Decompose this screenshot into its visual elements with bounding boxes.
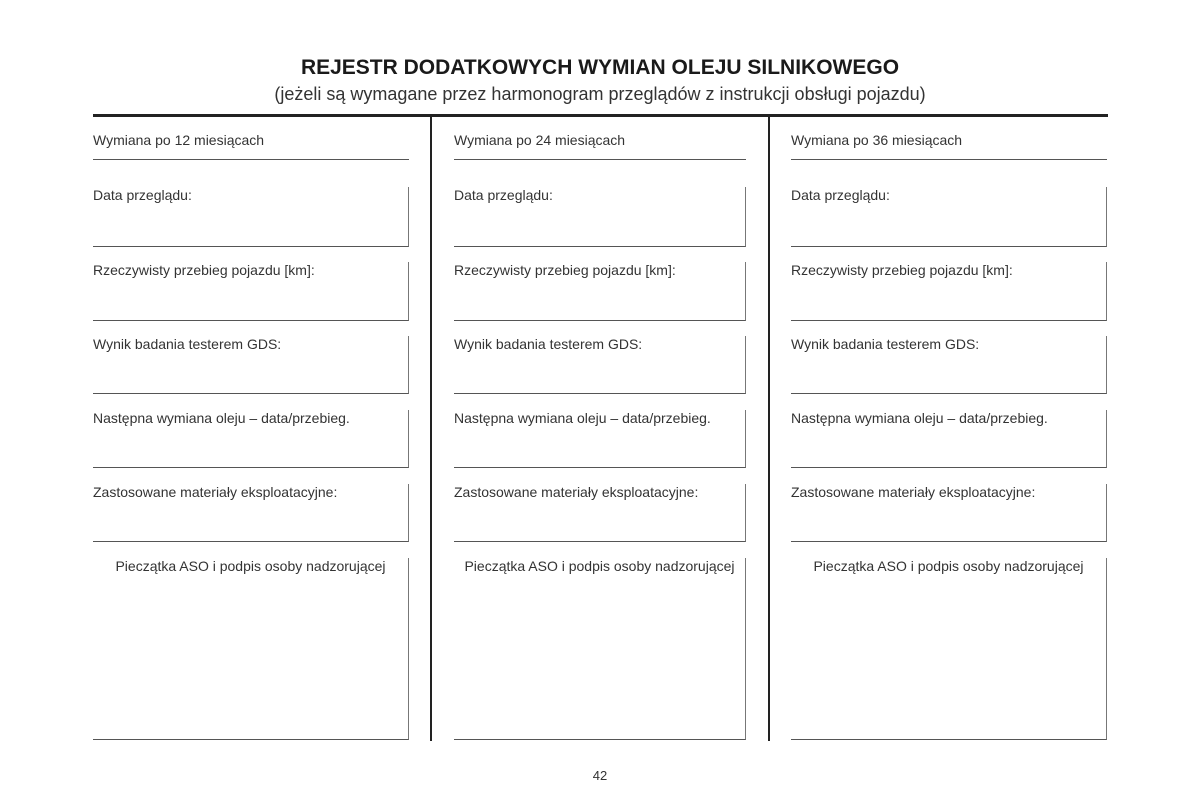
field-box[interactable] xyxy=(791,187,1107,247)
field-box[interactable] xyxy=(93,262,409,321)
stamp-box[interactable] xyxy=(93,558,409,740)
column-header: Wymiana po 12 miesiącach xyxy=(93,132,265,148)
field-box[interactable] xyxy=(791,336,1107,394)
stamp-box[interactable] xyxy=(454,558,746,740)
field-box[interactable] xyxy=(93,484,409,542)
field-box[interactable] xyxy=(93,187,409,247)
field-box[interactable] xyxy=(454,262,746,321)
page-subtitle: (jeżeli są wymagane przez harmonogram przeglądów z instrukcji obsługi pojazdu) xyxy=(274,84,926,104)
field-box[interactable] xyxy=(93,410,409,468)
column-1 xyxy=(93,116,409,746)
page-number: 42 xyxy=(592,768,608,783)
field-label: Zastosowane materiały eksploatacyjne: xyxy=(454,484,699,500)
field-label: Następna wymiana oleju – data/przebieg. xyxy=(454,410,711,426)
stamp-label: Pieczątka ASO i podpis osoby nadzorującej xyxy=(115,558,386,574)
field-label: Zastosowane materiały eksploatacyjne: xyxy=(791,484,1036,500)
header-line xyxy=(454,159,746,160)
field-box[interactable] xyxy=(454,410,746,468)
field-label: Data przeglądu: xyxy=(93,187,192,203)
field-label: Wynik badania testerem GDS: xyxy=(791,336,980,352)
column-header: Wymiana po 24 miesiącach xyxy=(454,132,626,148)
column-3 xyxy=(791,116,1107,746)
column-header: Wymiana po 36 miesiącach xyxy=(791,132,963,148)
field-box[interactable] xyxy=(791,262,1107,321)
stamp-label: Pieczątka ASO i podpis osoby nadzorującej xyxy=(813,558,1084,574)
header-line xyxy=(93,159,409,160)
column-divider xyxy=(768,116,770,741)
field-label: Następna wymiana oleju – data/przebieg. xyxy=(93,410,350,426)
field-label: Rzeczywisty przebieg pojazdu [km]: xyxy=(93,262,315,278)
field-box[interactable] xyxy=(454,484,746,542)
field-label: Wynik badania testerem GDS: xyxy=(93,336,282,352)
stamp-box[interactable] xyxy=(791,558,1107,740)
field-label: Data przeglądu: xyxy=(454,187,553,203)
column-2 xyxy=(454,116,746,746)
field-box[interactable] xyxy=(791,410,1107,468)
field-label: Rzeczywisty przebieg pojazdu [km]: xyxy=(791,262,1013,278)
field-box[interactable] xyxy=(93,336,409,394)
field-label: Wynik badania testerem GDS: xyxy=(454,336,643,352)
stamp-label: Pieczątka ASO i podpis osoby nadzorującej xyxy=(464,558,735,574)
page-title: REJESTR DODATKOWYCH WYMIAN OLEJU SILNIKOWEGO xyxy=(300,56,900,79)
field-label: Data przeglądu: xyxy=(791,187,890,203)
field-box[interactable] xyxy=(791,484,1107,542)
field-box[interactable] xyxy=(454,187,746,247)
header-line xyxy=(791,159,1107,160)
field-label: Następna wymiana oleju – data/przebieg. xyxy=(791,410,1048,426)
field-label: Rzeczywisty przebieg pojazdu [km]: xyxy=(454,262,676,278)
field-box[interactable] xyxy=(454,336,746,394)
column-divider xyxy=(430,116,432,741)
field-label: Zastosowane materiały eksploatacyjne: xyxy=(93,484,338,500)
